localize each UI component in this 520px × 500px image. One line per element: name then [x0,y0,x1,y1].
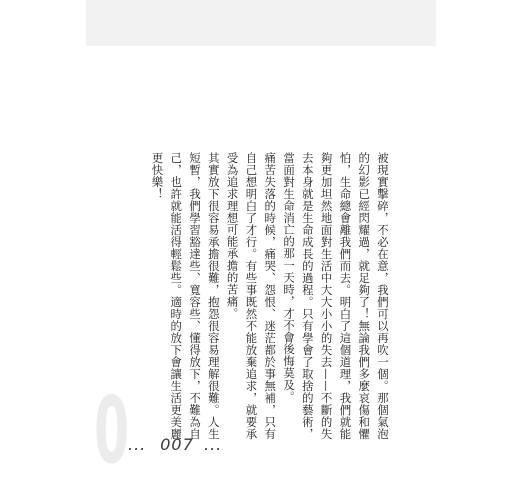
folio-dots-right: ... [204,435,223,454]
vertical-text-body [140,152,392,440]
paragraph-1: 被現實擊碎，不必在意，我們可以再吹一個。那個氣泡的幻影已經閃耀過，就足夠了！無論我們多麼哀傷和懼怕，生命總會離我們而去。明白了這個道理，我們就能夠更加坦然地面對生活中大大小小的失去——不斷的失去本身就是生命成長的過程。只有學會了取捨的藝術，當面對生命消亡的那一天時，才不會後悔莫及。 [282,152,390,440]
header-band [86,0,436,46]
folio-dots-left: ... [128,435,147,454]
paragraph-2: 痛苦失落的時候，痛哭、怨恨、迷茫都於事無補，只有自己想明白了才行。有些事既然不能放棄追求，就要承受為追求理想可能承擔的苦痛。 [225,152,278,440]
paragraph-3: 其實放下很容易承擔很難，抱怨很容易理解很難。人生短暫，我們學習豁達些、寬容些、懂得放下，不難為自己，也許就能活得輕鬆些。適時的放下會讓生活更美麗更快樂！ [150,152,221,440]
chapter-glyph: 0 [94,377,130,484]
page-number [128,435,222,455]
folio-number: 007 [160,435,194,454]
